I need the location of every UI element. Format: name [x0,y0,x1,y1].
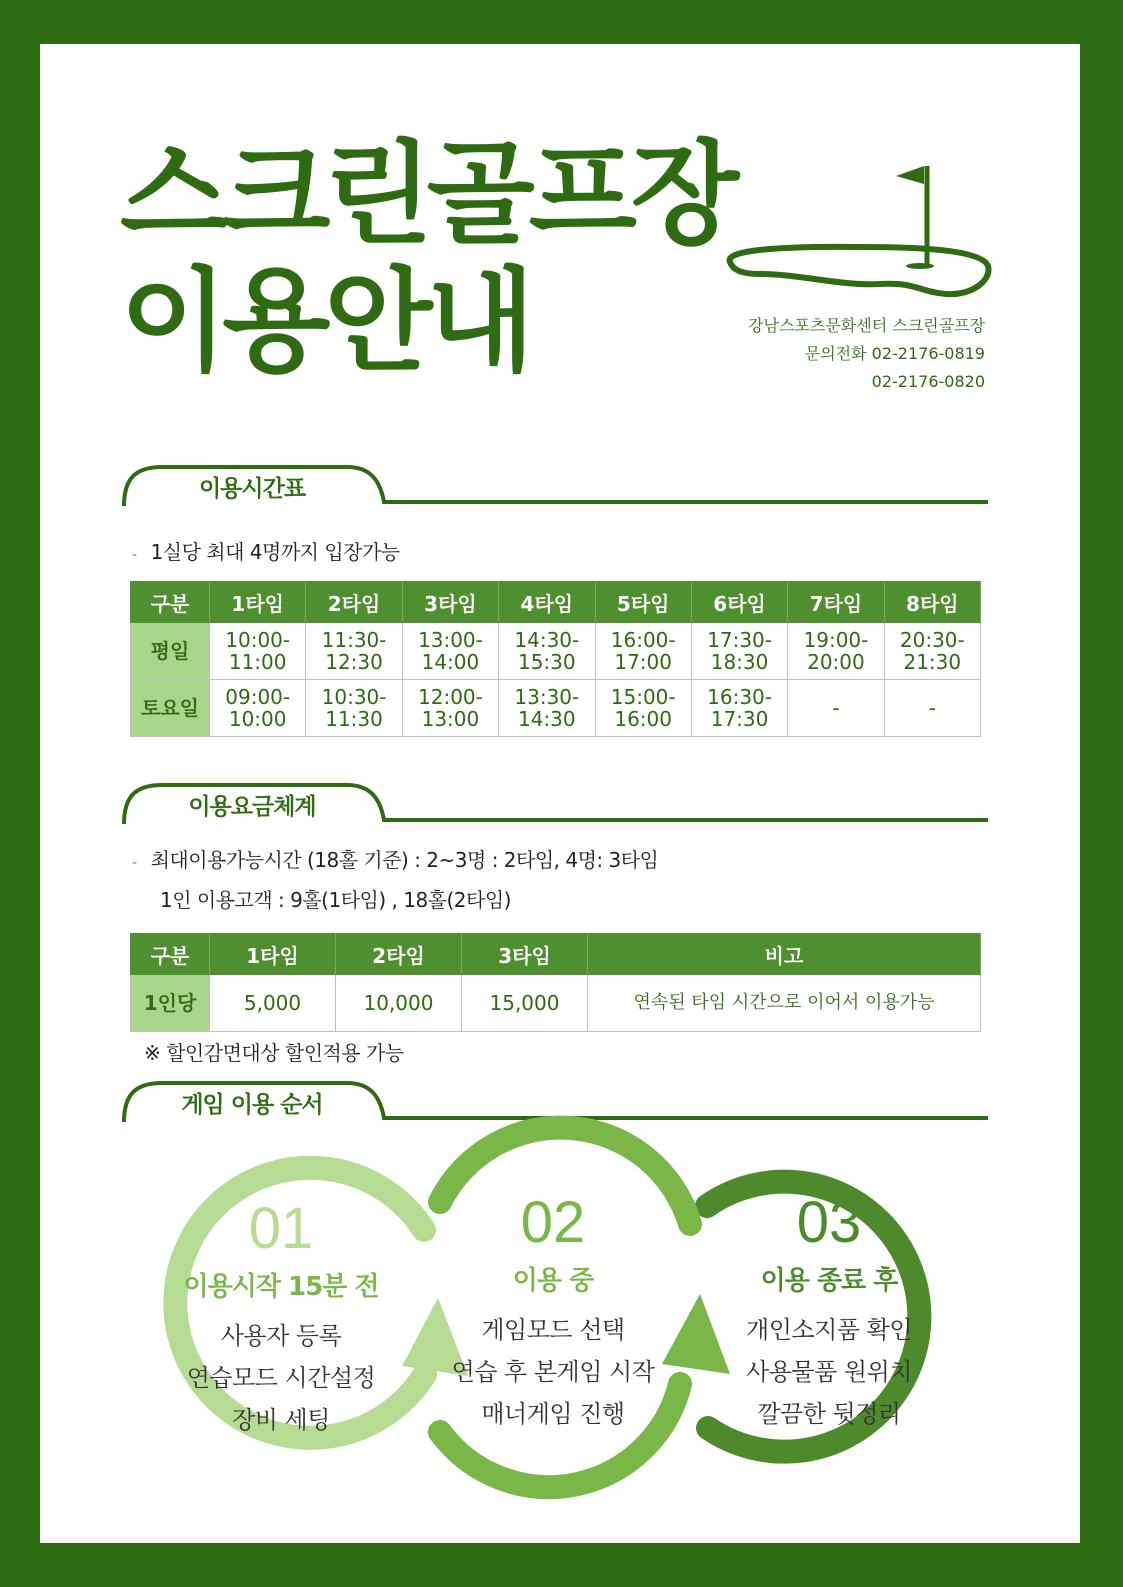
step-line: 연습모드 시간설정 [186,1364,376,1392]
step-number: 03 [796,1190,862,1255]
phone-1: 문의전화 02-2176-0819 [804,344,985,363]
schedule-cell: 19:00- 20:00 [788,623,884,680]
step-number: 02 [520,1190,586,1255]
schedule-cell: 11:30- 12:30 [306,623,402,680]
schedule-col-header: 구분 [131,582,210,623]
step-line: 개인소지품 확인 [746,1316,912,1344]
schedule-cell: - [788,680,884,737]
schedule-cell: 10:00- 11:00 [210,623,306,680]
procedure-step-2 [408,1190,698,1435]
schedule-cell: 12:00- 13:00 [402,680,498,737]
fees-note-2: 1인 이용고객 : 9홀(1타임) , 18홀(2타임) [160,888,511,912]
fees-col-header: 비고 [588,934,981,975]
schedule-cell: 13:00- 14:00 [402,623,498,680]
title-line-1: 스크린골프장 [120,130,734,260]
schedule-col-header: 6타임 [691,582,787,623]
step-line: 사용물품 원위치 [746,1358,912,1386]
step-number: 01 [248,1196,314,1261]
schedule-cell: 14:30- 15:30 [499,623,595,680]
title-line-2: 이용안내 [120,257,529,387]
schedule-col-header: 3타임 [402,582,498,623]
step-line: 장비 세팅 [232,1406,330,1434]
schedule-row-label: 평일 [131,623,210,680]
step-line: 사용자 등록 [220,1322,342,1350]
schedule-col-header: 4타임 [499,582,595,623]
phone-2: 02-2176-0820 [871,372,985,391]
step-title: 이용 중 [512,1266,594,1296]
bullet-dash: - [132,855,137,871]
schedule-cell: 16:00- 17:00 [595,623,691,680]
fees-col-header: 구분 [131,934,210,975]
schedule-col-header: 1타임 [210,582,306,623]
discount-note: ※ 할인감면대상 할인적용 가능 [144,1041,404,1065]
schedule-heading: 이용시간표 [198,476,306,502]
fees-cell: 연속된 타임 시간으로 이어서 이용가능 [588,975,981,1032]
schedule-cell: 09:00- 10:00 [210,680,306,737]
fees-col-header: 1타임 [210,934,336,975]
org-name: 강남스포츠문화센터 스크린골프장 [748,316,985,335]
schedule-row-label: 토요일 [131,680,210,737]
schedule-col-header: 8타임 [884,582,980,623]
schedule-cell: 13:30- 14:30 [499,680,595,737]
fees-cell: 10,000 [336,975,462,1032]
fees-heading: 이용요금체계 [188,794,316,820]
fees-note-1-text: 최대이용가능시간 (18홀 기준) : 2~3명 : 2타임, 4명: 3타임 [150,848,659,872]
fees-cell: 15,000 [462,975,588,1032]
fees-col-header: 2타임 [336,934,462,975]
procedure-step-1 [136,1196,426,1441]
step-line: 깔끔한 뒷정리 [757,1400,901,1428]
step-line: 게임모드 선택 [481,1316,625,1344]
schedule-cell: 20:30- 21:30 [884,623,980,680]
poster-sheet [40,44,1080,1543]
fees-col-header: 3타임 [462,934,588,975]
schedule-cell: - [884,680,980,737]
schedule-col-header: 5타임 [595,582,691,623]
procedure-heading: 게임 이용 순서 [181,1092,323,1118]
step-line: 매너게임 진행 [481,1400,625,1428]
schedule-cell: 15:00- 16:00 [595,680,691,737]
schedule-note-text: 1실당 최대 4명까지 입장가능 [150,540,400,564]
fees-row-label: 1인당 [131,975,210,1032]
step-title: 이용시작 15분 전 [183,1272,379,1302]
schedule-cell: 16:30- 17:30 [691,680,787,737]
procedure-step-3 [684,1190,974,1435]
bullet-dash: - [132,547,137,563]
fees-cell: 5,000 [210,975,336,1032]
schedule-col-header: 7타임 [788,582,884,623]
step-line: 연습 후 본게임 시작 [451,1358,655,1386]
step-title: 이용 종료 후 [760,1266,898,1296]
schedule-col-header: 2타임 [306,582,402,623]
schedule-cell: 17:30- 18:30 [691,623,787,680]
schedule-cell: 10:30- 11:30 [306,680,402,737]
